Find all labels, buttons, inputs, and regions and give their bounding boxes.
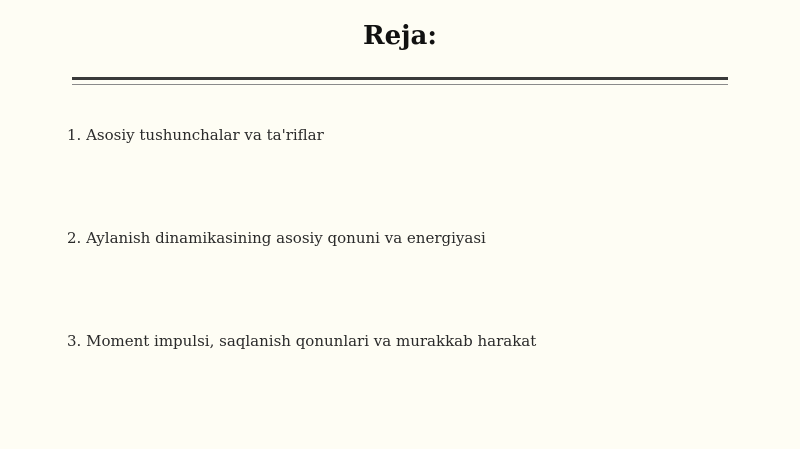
title-divider-thick [72,77,728,80]
plan-item-1: 1. Asosiy tushunchalar va ta'riflar [67,126,324,144]
title-divider-thin [72,84,728,85]
plan-item-2: 2. Aylanish dinamikasining asosiy qonuni va energiyasi [67,229,486,247]
slide-title: Reja: [362,21,437,51]
plan-item-3: 3. Moment impulsi, saqlanish qonunlari va murakkab harakat [67,332,537,350]
